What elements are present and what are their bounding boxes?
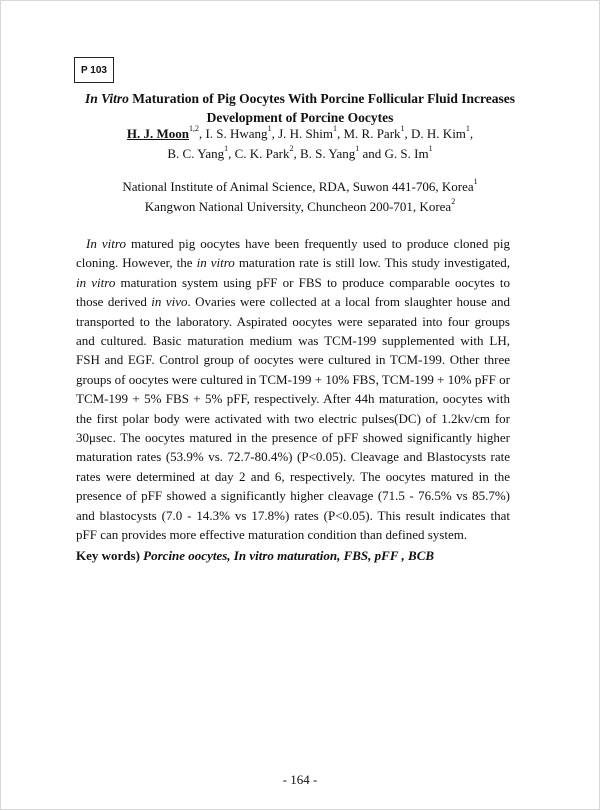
first-author: H. J. Moon: [126, 126, 189, 141]
author: B. S. Yang: [299, 146, 356, 161]
and-word: and: [362, 146, 382, 161]
abstract-italic: in vitro: [196, 255, 235, 271]
author: I. S. Hwang: [205, 126, 268, 141]
affiliation-list: [70, 177, 530, 217]
author-sup: 1: [400, 123, 405, 133]
author-line-1: H. J. Moon$^{1,2}$, I. S. Hwang$^1$, J. H. Shim$^1$, M. R. Park$^1$, D. H. Kim$^1$,: [126, 123, 474, 141]
author-sup: 1: [267, 123, 272, 133]
abstract-body: [76, 234, 510, 545]
author-sup: 1: [224, 143, 229, 153]
abstract-text: maturation system using pFF or FBS to produce comparable oocytes to those derived: [76, 274, 510, 310]
abstract-italic: In vitro: [86, 236, 126, 251]
title-italic: In Vitro: [84, 91, 129, 106]
author-sup: 1: [355, 143, 360, 153]
author: B. C. Yang: [167, 146, 225, 161]
poster-id: P 103: [81, 64, 107, 76]
author: C. K. Park: [234, 146, 290, 161]
keywords-terms: Porcine oocytes, In vitro maturation, FBS, pFF , BCB: [143, 548, 435, 563]
affiliation-text: National Institute of Animal Science, RDA, Suwon 441-706, Korea: [122, 179, 474, 194]
author: D. H. Kim: [411, 126, 466, 141]
author-sup: 2: [289, 143, 294, 153]
author-sup: 1: [465, 123, 470, 133]
poster-id-box: [74, 57, 114, 83]
author-list: [70, 124, 530, 164]
title-line-1-rest: Maturation of Pig Oocytes With Porcine Follicular Fluid Increases: [132, 91, 515, 106]
title-line-1: [70, 89, 530, 108]
abstract-text: . Ovaries were collected at a local from slaughter house and transported to the laboratory. Aspirated oocytes were separated into four groups and cultured. Basic maturation medium was TCM-199 supplemented with LH, FSH and EGF. Control group of oocytes were cultured in TCM-199. Other three groups of oocytes were cultured in TCM-199 + 10% FBS, TCM-199 + 10% pFF or TCM-199 + 5% FBS + 5% pFF, respectively. After 44h maturation, oocytes with the first polar body were activated with two electric pulses(DC) of 1.2kv/cm for 30μsec. The oocytes matured in the presence of pFF showed significantly higher maturation rates (53.9% vs. 72.7-80.4%) (P<0.05). Cleavage and Blastocysts rate rates were determined at day 2 and 6, respectively. The oocytes matured in the presence of pFF showed a significantly higher cleavage (71.5 - 76.5% vs 85.7%) and blastocysts (7.0 - 14.3% vs 17.8%) rates (P<0.05). This result indicates that pFF can provides more effective maturation condition than defined system.: [76, 294, 511, 543]
affiliation-sup: 1: [473, 176, 478, 186]
author-line-2: B. C. Yang$^1$, C. K. Park$^2$, B. S. Yang$^1$ and G. S. Im$^1$: [167, 143, 433, 161]
author-sup: 1: [332, 123, 337, 133]
affiliation: [70, 197, 530, 217]
author: M. R. Park: [343, 126, 401, 141]
affiliation-sup: 2: [451, 196, 456, 206]
keywords: [76, 546, 510, 565]
abstract-text: maturation rate is still low. This study investigated,: [234, 255, 510, 271]
abstract-text: matured pig oocytes have been frequently used to produce cloned pig cloning. However, the: [76, 236, 510, 271]
affiliation: [70, 177, 530, 197]
keywords-label: Key words): [76, 548, 140, 563]
affiliation-text: Kangwon National University, Chuncheon 200-701, Korea: [144, 199, 452, 214]
author: G. S. Im: [384, 146, 429, 161]
author: J. H. Shim: [278, 126, 333, 141]
page-number: - 164 -: [282, 772, 318, 787]
first-author-sup: 1,2: [188, 123, 199, 133]
author-sup: 1: [428, 143, 433, 153]
abstract-italic: in vivo: [151, 294, 188, 310]
abstract-italic: in vitro: [76, 274, 116, 290]
paper-title: [70, 89, 530, 127]
title-line-2: Development of Porcine Oocytes: [206, 110, 394, 125]
